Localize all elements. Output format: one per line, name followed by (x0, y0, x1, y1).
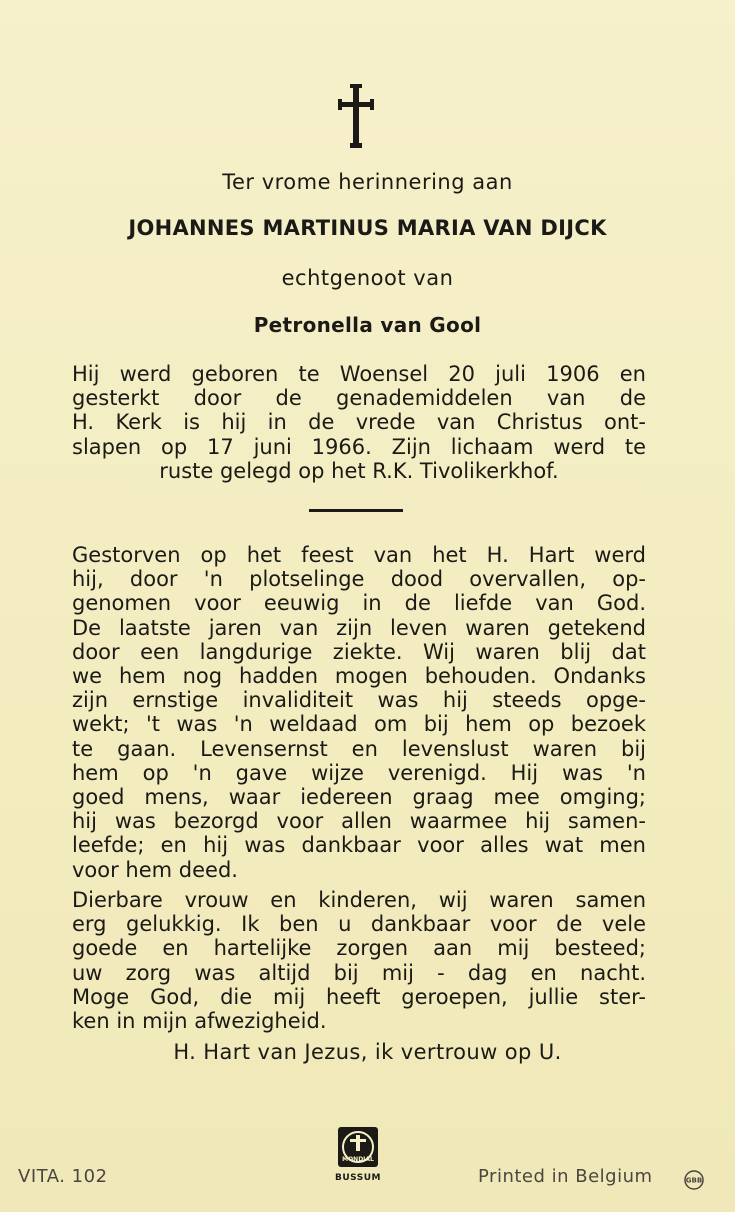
tribute-line: hij, door 'n plotselinge dood overvallen, op- (72, 567, 646, 592)
biography-line: slapen op 17 juni 1966. Zijn lichaam werd te (72, 434, 646, 459)
biography-line: ruste gelegd op het R.K. Tivolikerkhof. (159, 458, 559, 483)
logo-mark-text: MONDIAL (342, 1156, 374, 1163)
tribute-line: we hem nog hadden mogen behouden. Ondanks (72, 664, 646, 689)
farewell-line: uw zorg was altijd bij mij - dag en nacht. (72, 960, 646, 985)
biography-line: gesterkt door de genademiddelen van de (72, 386, 646, 411)
gbb-badge-icon (684, 1170, 704, 1190)
cross-icon (336, 84, 376, 148)
gbb-badge-text: GBB (685, 1176, 703, 1185)
tribute-line: De laatste jaren van zijn leven waren getekend (72, 615, 646, 640)
farewell-line: Moge God, die mij heeft geroepen, jullie ster- (72, 984, 646, 1009)
tribute-line: goed mens, waar iedereen graag mee omging; (72, 785, 646, 810)
publisher-city: BUSSUM (335, 1173, 381, 1183)
farewell-line: erg gelukkig. Ik ben u dankbaar voor de vele (72, 912, 646, 937)
printed-in: Printed in Belgium (478, 1166, 653, 1187)
mondial-logo-icon (338, 1127, 378, 1167)
biography-line: Hij werd geboren te Woensel 20 juli 1906 en (72, 362, 646, 386)
deceased-name: JOHANNES MARTINUS MARIA VAN DIJCK (128, 216, 607, 240)
tribute-line: Gestorven op het feest van het H. Hart werd (72, 543, 646, 567)
tribute-line: door een langdurige ziekte. Wij waren blij dat (72, 639, 646, 664)
farewell-line: goede en hartelijke zorgen aan mij besteed; (72, 936, 646, 961)
farewell-line: Dierbare vrouw en kinderen, wij waren samen (72, 888, 646, 912)
tribute-line: wekt; 't was 'n weldaad om bij hem op bezoek (72, 712, 646, 737)
biography-paragraph (72, 362, 646, 483)
biography-line: H. Kerk is hij in de vrede van Christus ont- (72, 410, 646, 435)
catalog-number: VITA. 102 (18, 1166, 108, 1187)
intro-text: Ter vrome herinnering aan (222, 170, 513, 194)
tribute-line: leefde; en hij was dankbaar voor alles wat men (72, 833, 646, 858)
tribute-line: hij was bezorgd voor allen waarmee hij samen- (72, 809, 646, 834)
spouse-name: Petronella van Gool (253, 313, 482, 337)
closing-prayer: H. Hart van Jezus, ik vertrouw op U. (173, 1040, 562, 1064)
tribute-line: zijn ernstige invaliditeit was hij steeds opge- (72, 688, 646, 713)
relation-text: echtgenoot van (281, 266, 454, 290)
farewell-line: ken in mijn afwezigheid. (72, 1009, 327, 1034)
tribute-line: hem op 'n gave wijze verenigd. Hij was 'n (72, 760, 646, 785)
tribute-paragraph (72, 543, 646, 882)
tribute-line: te gaan. Levensernst en levenslust waren bij (72, 736, 646, 761)
divider (309, 509, 403, 512)
farewell-paragraph (72, 888, 646, 1033)
tribute-line: genomen voor eeuwig in de liefde van God. (72, 591, 646, 616)
tribute-line: voor hem deed. (72, 857, 238, 882)
